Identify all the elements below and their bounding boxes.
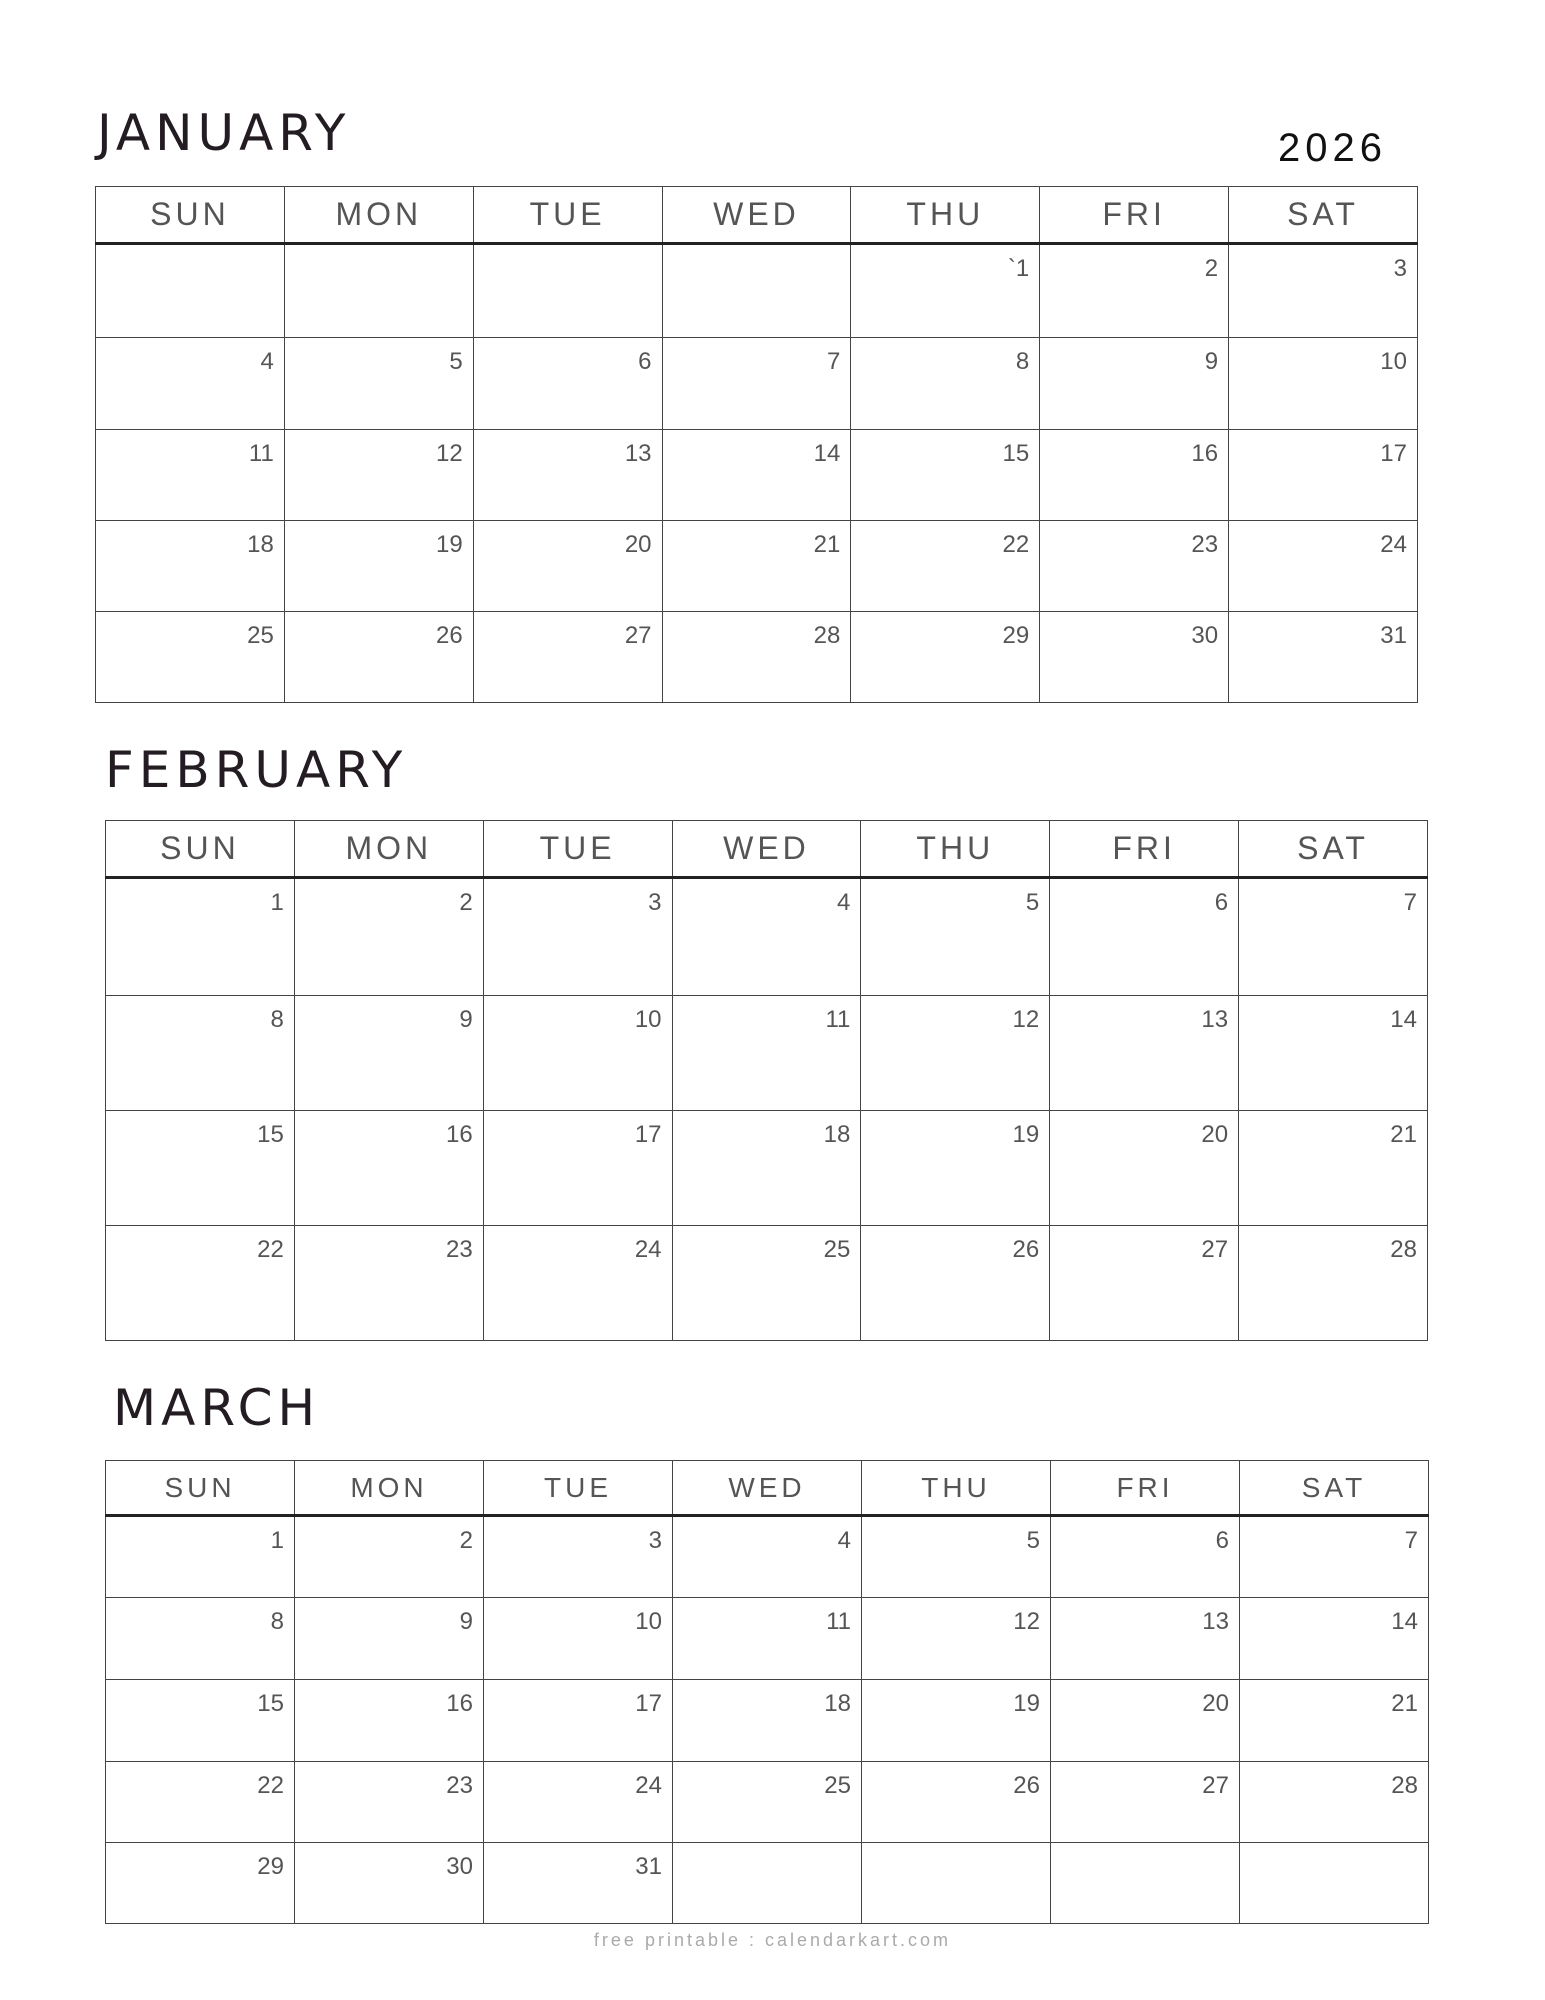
day-number: 25 [824, 1772, 851, 1799]
day-cell[interactable] [1240, 1516, 1429, 1598]
day-number: 1 [270, 1527, 284, 1554]
day-number: 18 [823, 1121, 851, 1148]
week-row [96, 521, 1418, 612]
day-number: 5 [1025, 889, 1040, 916]
week-row [96, 338, 1418, 430]
day-cell[interactable] [1040, 612, 1229, 703]
weekday-header-thu: THU [861, 821, 1050, 878]
day-cell[interactable] [1229, 338, 1418, 430]
day-number: 22 [257, 1236, 284, 1263]
day-cell[interactable] [106, 1680, 295, 1762]
day-cell[interactable] [294, 1111, 483, 1226]
day-cell[interactable] [851, 430, 1040, 521]
day-number: 16 [446, 1690, 473, 1717]
day-cell[interactable] [851, 244, 1040, 338]
day-cell[interactable] [1240, 1762, 1429, 1843]
day-cell[interactable] [862, 1598, 1051, 1680]
day-number: 18 [247, 531, 274, 558]
day-cell[interactable] [672, 878, 861, 996]
week-row [106, 1598, 1429, 1680]
week-row [106, 1516, 1429, 1598]
day-cell[interactable] [862, 1762, 1051, 1843]
day-number: 14 [1390, 1006, 1417, 1033]
day-number: 8 [270, 1608, 284, 1635]
calendar-grid-february [105, 820, 1428, 1341]
day-number: 3 [648, 889, 662, 916]
day-number: 26 [1012, 1236, 1040, 1263]
day-number: 14 [1391, 1608, 1418, 1635]
day-number: 11 [248, 440, 274, 467]
day-cell[interactable] [284, 338, 473, 430]
day-number: 30 [1191, 622, 1219, 649]
day-cell[interactable] [1229, 244, 1418, 338]
day-cell[interactable] [662, 244, 851, 338]
day-cell[interactable] [662, 521, 851, 612]
day-cell[interactable] [106, 1516, 295, 1598]
week-row [96, 612, 1418, 703]
day-cell[interactable] [1051, 1680, 1240, 1762]
day-cell[interactable] [484, 1516, 673, 1598]
calendar-grid-march [105, 1460, 1429, 1924]
day-cell[interactable] [673, 1843, 862, 1924]
week-row [96, 430, 1418, 521]
day-number: 13 [1201, 1006, 1229, 1033]
week-row [106, 1226, 1428, 1341]
weekday-header-sat: SAT [1229, 187, 1418, 244]
day-number: 6 [1214, 889, 1229, 916]
day-cell[interactable] [672, 996, 861, 1111]
day-number: 27 [624, 622, 652, 649]
day-number [274, 256, 284, 266]
weekday-header-row [106, 1461, 1429, 1516]
day-cell[interactable] [673, 1680, 862, 1762]
day-cell[interactable] [294, 1226, 483, 1341]
weekday-header-sun: SUN [106, 1461, 295, 1516]
day-cell[interactable] [1050, 996, 1239, 1111]
day-number: 28 [813, 622, 841, 649]
day-cell[interactable] [96, 430, 285, 521]
day-number: 17 [1380, 440, 1407, 467]
week-row [106, 1762, 1429, 1843]
day-number: 30 [446, 1853, 473, 1880]
day-number: 22 [1002, 531, 1030, 558]
day-cell[interactable] [96, 521, 285, 612]
day-cell[interactable] [295, 1680, 484, 1762]
day-cell[interactable] [1239, 1111, 1428, 1226]
day-cell[interactable] [295, 1762, 484, 1843]
weekday-header-wed: WED [672, 821, 861, 878]
day-cell[interactable] [106, 1111, 295, 1226]
day-number: 5 [449, 348, 463, 375]
day-number: 7 [827, 348, 841, 375]
day-cell[interactable] [1050, 878, 1239, 996]
day-number: 22 [257, 1772, 284, 1799]
day-number [851, 1854, 861, 1864]
day-number: 23 [446, 1772, 473, 1799]
day-number: 7 [1404, 1527, 1418, 1554]
day-number: 4 [260, 348, 274, 375]
day-cell[interactable] [1051, 1762, 1240, 1843]
weekday-header-tue: TUE [484, 1461, 673, 1516]
day-number [1418, 1854, 1428, 1864]
day-cell[interactable] [294, 996, 483, 1111]
day-number: 18 [824, 1690, 851, 1717]
day-number: 20 [1202, 1690, 1229, 1717]
day-cell[interactable] [1040, 430, 1229, 521]
day-cell[interactable] [106, 1598, 295, 1680]
day-cell[interactable] [295, 1516, 484, 1598]
day-number: 6 [1215, 1527, 1229, 1554]
day-number: 29 [257, 1853, 284, 1880]
day-number: 29 [1002, 622, 1030, 649]
day-cell[interactable] [473, 338, 662, 430]
day-cell[interactable] [1229, 430, 1418, 521]
day-cell[interactable] [1051, 1843, 1240, 1924]
day-cell[interactable] [662, 338, 851, 430]
day-cell[interactable] [662, 612, 851, 703]
day-number: 11 [825, 1006, 851, 1033]
day-cell[interactable] [1239, 878, 1428, 996]
day-cell[interactable] [672, 1111, 861, 1226]
day-number: 26 [435, 622, 463, 649]
day-cell[interactable] [284, 612, 473, 703]
day-number: 15 [257, 1690, 284, 1717]
day-cell[interactable] [1239, 996, 1428, 1111]
week-row [106, 1680, 1429, 1762]
day-number: 28 [1390, 1236, 1417, 1263]
day-number: 23 [445, 1236, 473, 1263]
day-number: 2 [1204, 255, 1219, 282]
day-number: 15 [1002, 440, 1030, 467]
day-cell[interactable] [862, 1843, 1051, 1924]
day-cell[interactable] [1240, 1598, 1429, 1680]
day-number: 12 [1013, 1608, 1040, 1635]
day-cell[interactable] [483, 996, 672, 1111]
day-cell[interactable] [851, 612, 1040, 703]
day-number: 27 [1202, 1772, 1229, 1799]
day-number: 31 [635, 1853, 662, 1880]
day-cell[interactable] [484, 1762, 673, 1843]
day-cell[interactable] [861, 1111, 1050, 1226]
day-cell[interactable] [473, 430, 662, 521]
day-number: 6 [638, 348, 652, 375]
day-number: 9 [459, 1608, 473, 1635]
day-number: 20 [1201, 1121, 1229, 1148]
day-cell[interactable] [1229, 612, 1418, 703]
day-cell[interactable] [295, 1843, 484, 1924]
month-title-january: JANUARY [97, 104, 351, 162]
day-number: 21 [1390, 1121, 1417, 1148]
day-number: 26 [1013, 1772, 1040, 1799]
day-number [840, 256, 850, 266]
day-cell[interactable] [851, 521, 1040, 612]
week-row [96, 244, 1418, 338]
day-cell[interactable] [483, 878, 672, 996]
weekday-header-sat: SAT [1239, 821, 1428, 878]
day-cell[interactable] [483, 1226, 672, 1341]
week-row [106, 878, 1428, 996]
weekday-header-sun: SUN [106, 821, 295, 878]
weekday-header-fri: FRI [1040, 187, 1229, 244]
weekday-header-sat: SAT [1240, 1461, 1429, 1516]
day-cell[interactable] [1051, 1598, 1240, 1680]
day-cell[interactable] [483, 1111, 672, 1226]
day-number: 2 [459, 1527, 473, 1554]
day-cell[interactable] [96, 244, 285, 338]
day-number: 5 [1026, 1527, 1040, 1554]
day-cell[interactable] [662, 430, 851, 521]
day-cell[interactable] [672, 1226, 861, 1341]
week-row [106, 1111, 1428, 1226]
day-cell[interactable] [1240, 1843, 1429, 1924]
day-cell[interactable] [473, 244, 662, 338]
day-cell[interactable] [1040, 244, 1229, 338]
day-number: 3 [1393, 255, 1407, 282]
day-cell[interactable] [295, 1598, 484, 1680]
day-number: 13 [624, 440, 652, 467]
day-cell[interactable] [1051, 1516, 1240, 1598]
day-number: 23 [1191, 531, 1219, 558]
day-number: 11 [826, 1608, 851, 1635]
day-number: 19 [435, 531, 463, 558]
weekday-header-thu: THU [862, 1461, 1051, 1516]
day-cell[interactable] [284, 521, 473, 612]
weekday-header-sun: SUN [96, 187, 285, 244]
week-row [106, 1843, 1429, 1924]
day-number: 8 [1015, 348, 1030, 375]
weekday-header-tue: TUE [473, 187, 662, 244]
day-number: 9 [459, 1006, 473, 1033]
day-cell[interactable] [673, 1762, 862, 1843]
day-cell[interactable] [861, 878, 1050, 996]
day-cell[interactable] [294, 878, 483, 996]
day-number: 25 [247, 622, 274, 649]
month-title-february: FEBRUARY [105, 741, 408, 799]
weekday-header-row [96, 187, 1418, 244]
day-number: 28 [1391, 1772, 1418, 1799]
day-number: 19 [1012, 1121, 1040, 1148]
day-number: 12 [1012, 1006, 1040, 1033]
day-number: 24 [1380, 531, 1407, 558]
day-number: 8 [270, 1006, 284, 1033]
day-cell[interactable] [673, 1516, 862, 1598]
month-title-march: MARCH [113, 1379, 321, 1437]
day-cell[interactable] [484, 1598, 673, 1680]
day-cell[interactable] [1229, 521, 1418, 612]
day-cell[interactable] [861, 996, 1050, 1111]
day-number: 25 [823, 1236, 851, 1263]
day-cell[interactable] [1240, 1680, 1429, 1762]
day-cell[interactable] [96, 338, 285, 430]
day-cell[interactable] [106, 1843, 295, 1924]
day-cell[interactable] [1239, 1226, 1428, 1341]
day-number [1229, 1854, 1239, 1864]
day-cell[interactable] [1050, 1111, 1239, 1226]
day-number: 10 [634, 1006, 662, 1033]
day-cell[interactable] [106, 878, 295, 996]
weekday-header-row [106, 821, 1428, 878]
day-cell[interactable] [673, 1598, 862, 1680]
weekday-header-wed: WED [662, 187, 851, 244]
day-cell[interactable] [473, 521, 662, 612]
day-cell[interactable] [1050, 1226, 1239, 1341]
day-cell[interactable] [96, 612, 285, 703]
day-number: 13 [1202, 1608, 1229, 1635]
day-cell[interactable] [106, 996, 295, 1111]
day-number: 10 [635, 1608, 662, 1635]
day-number: 4 [837, 889, 851, 916]
day-number: 16 [445, 1121, 473, 1148]
day-number: 10 [1380, 348, 1407, 375]
day-number: 19 [1013, 1690, 1040, 1717]
day-number [652, 256, 662, 266]
weekday-header-fri: FRI [1050, 821, 1239, 878]
day-number: 21 [813, 531, 841, 558]
weekday-header-fri: FRI [1051, 1461, 1240, 1516]
weekday-header-mon: MON [295, 1461, 484, 1516]
day-number [1040, 1854, 1050, 1864]
day-number: 9 [1204, 348, 1219, 375]
day-number: 17 [634, 1121, 662, 1148]
day-number: 20 [624, 531, 652, 558]
weekday-header-wed: WED [673, 1461, 862, 1516]
day-cell[interactable] [284, 244, 473, 338]
day-number: 7 [1403, 889, 1417, 916]
day-number: 2 [459, 889, 473, 916]
day-number: 12 [435, 440, 463, 467]
day-cell[interactable] [106, 1762, 295, 1843]
day-cell[interactable] [484, 1843, 673, 1924]
day-number: 14 [813, 440, 841, 467]
weekday-header-mon: MON [284, 187, 473, 244]
week-row [106, 996, 1428, 1111]
footer-credit: free printable : calendarkart.com [593, 1930, 952, 1950]
day-cell[interactable] [106, 1226, 295, 1341]
day-number: 15 [257, 1121, 284, 1148]
weekday-header-thu: THU [851, 187, 1040, 244]
calendar-grid-january [95, 186, 1418, 703]
day-number: 16 [1191, 440, 1219, 467]
day-number: 17 [635, 1690, 662, 1717]
day-number: `1 [1007, 255, 1030, 282]
day-number: 24 [635, 1772, 662, 1799]
day-cell[interactable] [484, 1680, 673, 1762]
day-number: 24 [634, 1236, 662, 1263]
day-number: 1 [270, 889, 284, 916]
day-cell[interactable] [1040, 338, 1229, 430]
day-number: 21 [1391, 1690, 1418, 1717]
year-label: 2026 [1278, 126, 1387, 170]
day-number: 31 [1380, 622, 1407, 649]
day-number: 27 [1201, 1236, 1229, 1263]
day-cell[interactable] [1040, 521, 1229, 612]
day-cell[interactable] [284, 430, 473, 521]
day-number: 3 [648, 1527, 662, 1554]
day-cell[interactable] [862, 1680, 1051, 1762]
day-number: 4 [837, 1527, 851, 1554]
day-number [463, 256, 473, 266]
weekday-header-mon: MON [294, 821, 483, 878]
day-cell[interactable] [473, 612, 662, 703]
day-cell[interactable] [851, 338, 1040, 430]
weekday-header-tue: TUE [483, 821, 672, 878]
day-cell[interactable] [861, 1226, 1050, 1341]
day-cell[interactable] [862, 1516, 1051, 1598]
